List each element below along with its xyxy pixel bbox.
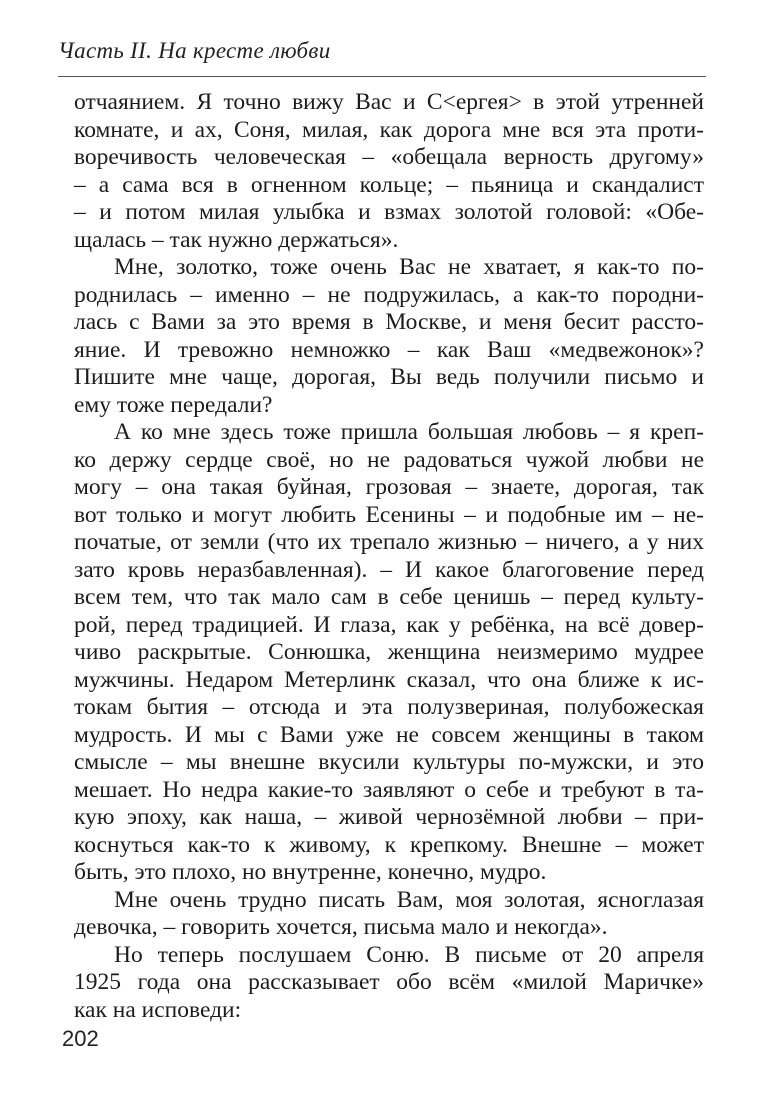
text-line: чиво раскрытые. Сонюшка, женщина неизмеримо мудрее: [74, 639, 704, 665]
running-header: Часть II. На кресте любви: [58, 38, 331, 63]
header-rule: [58, 76, 706, 77]
text-line: – и потом милая улыбка и взмах золотой головой: «Обе-: [74, 199, 704, 225]
paragraph: [74, 419, 704, 887]
text-line: 1925 года она рассказывает обо всём «милой Маричке»: [74, 969, 704, 995]
text-line: мужчины. Недаром Метерлинк сказал, что она ближе к ис-: [74, 666, 704, 693]
text-line: кую эпоху, как наша, – живой чернозёмной любви – при-: [74, 804, 704, 830]
text-line: мешает. Но недра какие-то заявляют о себе и требуют в та-: [74, 776, 704, 803]
text-line: Мне очень трудно писать Вам, моя золотая, ясноглазая: [114, 886, 704, 913]
text-line: щалась – так нужно держаться».: [74, 226, 399, 253]
text-line: Пишите мне чаще, дорогая, Вы ведь получили письмо и: [74, 364, 704, 390]
text-line: мудрость. И мы с Вами уже не совсем женщины в таком: [74, 721, 704, 748]
text-line: комнате, и ах, Соня, милая, как дорога мне вся эта проти-: [74, 116, 704, 143]
text-line: отчаянием. Я точно вижу Вас и С<ергея> в этой утренней: [74, 89, 704, 115]
paragraph: [74, 887, 704, 942]
text-line: яние. И тревожно немножко – как Ваш «медвежонок»?: [74, 336, 704, 363]
paragraph: [74, 254, 704, 419]
text-line: могу – она такая буйная, грозовая – знаете, дорогая, так: [74, 474, 704, 500]
text-line: как на исповеди:: [74, 996, 242, 1023]
body-text: [74, 89, 704, 1024]
paragraph: [74, 942, 704, 1025]
text-line: токам бытия – отсюда и эта полузвериная, полубожеская: [74, 694, 704, 720]
text-line: зато кровь неразбавленная). – И какое благоговение перед: [74, 556, 704, 583]
text-line: девочка, – говорить хочется, письма мало и некогда».: [74, 914, 608, 940]
text-line: роднилась – именно – не подружилась, а как-то породни-: [74, 281, 704, 308]
text-line: – а сама вся в огненном кольце; – пьяница и скандалист: [74, 171, 704, 198]
text-line: смысле – мы внешне вкусили культуры по-мужски, и это: [74, 749, 704, 775]
paragraph: [74, 89, 704, 254]
text-line: ко держу сердце своё, но не радоваться чужой любви не: [74, 446, 704, 473]
text-line: Мне, золотко, тоже очень Вас не хватает, я как-то по-: [114, 254, 704, 280]
text-line: рой, перед традицией. И глаза, как у ребёнка, на всё довер-: [74, 611, 704, 638]
text-line: лась с Вами за это время в Москве, и меня бесит рассто-: [74, 309, 704, 335]
text-line: всем тем, что так мало сам в себе ценишь – перед культу-: [74, 584, 704, 610]
text-line: воречивость человеческая – «обещала верность другому»: [74, 144, 704, 170]
page-number: 202: [62, 1026, 99, 1051]
text-line: вот только и могут любить Есенины – и подобные им – не-: [74, 501, 704, 528]
text-line: коснуться как-то к живому, к крепкому. Внешне – может: [74, 831, 704, 858]
text-line: А ко мне здесь тоже пришла большая любовь – я креп-: [114, 419, 704, 445]
text-line: Но теперь послушаем Соню. В письме от 20 апреля: [114, 941, 704, 968]
text-line: быть, это плохо, но внутренне, конечно, мудро.: [74, 859, 547, 885]
text-line: ему тоже передали?: [74, 391, 273, 418]
text-line: початые, от земли (что их трепало жизнью – ничего, а у них: [74, 529, 704, 555]
